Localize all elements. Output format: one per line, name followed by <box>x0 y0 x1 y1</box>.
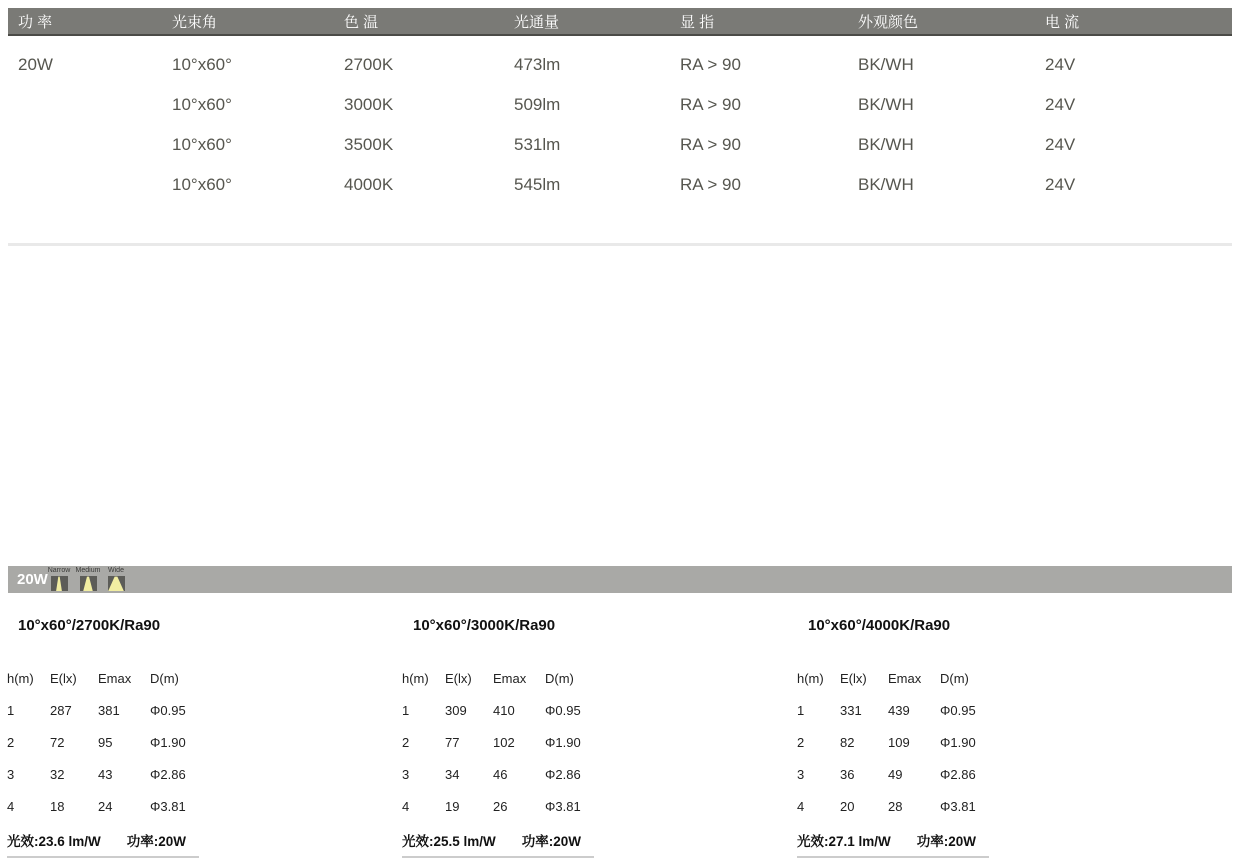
cell-cct: 3000K <box>344 95 394 114</box>
power-badge: 20W <box>17 571 48 588</box>
cell-e: 19 <box>445 798 460 814</box>
cell-e: 82 <box>840 734 855 750</box>
cell-e: 20 <box>840 798 855 814</box>
cell-current: 24V <box>1045 175 1076 194</box>
cell-d: Φ1.90 <box>940 734 976 750</box>
beam-option-wide <box>103 567 129 591</box>
photometric-table-4000k <box>797 617 1042 852</box>
cell-h: 4 <box>7 798 15 814</box>
cell-lumen: 545lm <box>514 175 561 194</box>
spec-row <box>8 125 1232 165</box>
photometric-footer <box>402 830 594 858</box>
photometric-table-3000k <box>402 617 647 852</box>
cell-power: 20W <box>18 55 53 74</box>
cell-d: Φ3.81 <box>150 798 186 814</box>
cell-d: Φ0.95 <box>940 702 976 718</box>
photometric-footer <box>7 830 199 858</box>
photometric-table-2700k <box>7 617 252 852</box>
cell-beam: 10°x60° <box>172 95 232 114</box>
col-header-d: D(m) <box>940 670 969 686</box>
photometric-title: 10°x60°/2700K/Ra90 <box>18 617 161 634</box>
cell-emax: 46 <box>493 766 508 782</box>
cell-color: BK/WH <box>858 135 914 154</box>
cell-cri: RA > 90 <box>680 55 741 74</box>
beam-label-medium: Medium <box>75 567 101 574</box>
photometric-grid <box>402 662 635 822</box>
cell-lumen: 473lm <box>514 55 561 74</box>
cell-d: Φ2.86 <box>940 766 976 782</box>
cell-emax: 410 <box>493 702 515 718</box>
spec-header-lumen: 光通量 <box>514 13 560 31</box>
efficacy-value: 光效:27.1 lm/W <box>797 834 891 849</box>
cell-cct: 4000K <box>344 175 394 194</box>
cell-h: 3 <box>402 766 410 782</box>
medium-beam-icon <box>80 576 97 591</box>
narrow-beam-icon <box>51 576 68 591</box>
cell-h: 1 <box>402 702 410 718</box>
cell-e: 287 <box>50 702 72 718</box>
cell-beam: 10°x60° <box>172 135 232 154</box>
power-value: 功率:20W <box>521 834 582 849</box>
cell-e: 18 <box>50 798 65 814</box>
col-header-e: E(lx) <box>50 670 77 686</box>
spec-header-current: 电 流 <box>1045 13 1080 31</box>
cell-h: 3 <box>797 766 805 782</box>
cell-color: BK/WH <box>858 55 914 74</box>
cell-cri: RA > 90 <box>680 175 741 194</box>
cell-current: 24V <box>1045 55 1076 74</box>
cell-e: 72 <box>50 734 65 750</box>
photometric-grid <box>797 662 1030 822</box>
spec-row <box>8 45 1232 85</box>
cell-emax: 102 <box>493 734 515 750</box>
cell-emax: 49 <box>888 766 903 782</box>
cell-lumen: 531lm <box>514 135 561 154</box>
cell-color: BK/WH <box>858 175 914 194</box>
cell-d: Φ1.90 <box>150 734 186 750</box>
col-header-h: h(m) <box>7 670 34 686</box>
cell-cct: 3500K <box>344 135 394 154</box>
cell-d: Φ0.95 <box>150 702 186 718</box>
cell-cri: RA > 90 <box>680 95 741 114</box>
efficacy-value: 光效:23.6 lm/W <box>7 834 101 849</box>
cell-h: 1 <box>7 702 15 718</box>
cell-d: Φ2.86 <box>545 766 581 782</box>
col-header-e: E(lx) <box>840 670 867 686</box>
cell-lumen: 509lm <box>514 95 561 114</box>
cell-h: 2 <box>797 734 805 750</box>
photometric-title: 10°x60°/3000K/Ra90 <box>413 617 556 634</box>
cell-h: 4 <box>402 798 410 814</box>
section-divider <box>8 243 1232 246</box>
cell-beam: 10°x60° <box>172 55 232 74</box>
cell-emax: 439 <box>888 702 910 718</box>
cell-h: 2 <box>7 734 15 750</box>
cell-e: 36 <box>840 766 855 782</box>
cell-d: Φ1.90 <box>545 734 581 750</box>
spec-header-power: 功 率 <box>18 13 53 31</box>
photometric-grid <box>7 662 240 822</box>
cell-current: 24V <box>1045 135 1076 154</box>
photometric-footer <box>797 830 989 858</box>
cell-e: 309 <box>445 702 467 718</box>
cell-emax: 95 <box>98 734 113 750</box>
spec-header-beam-angle: 光束角 <box>172 13 218 31</box>
cell-emax: 381 <box>98 702 120 718</box>
beam-label-narrow: Narrow <box>47 567 71 574</box>
cell-e: 331 <box>840 702 862 718</box>
col-header-d: D(m) <box>545 670 574 686</box>
cell-d: Φ2.86 <box>150 766 186 782</box>
col-header-h: h(m) <box>797 670 824 686</box>
col-header-emax: Emax <box>98 670 132 686</box>
efficacy-value: 光效:25.5 lm/W <box>402 834 496 849</box>
beam-label-wide: Wide <box>108 567 124 574</box>
col-header-d: D(m) <box>150 670 179 686</box>
power-value: 功率:20W <box>916 834 977 849</box>
cell-emax: 28 <box>888 798 903 814</box>
spec-header-color: 外观颜色 <box>858 13 919 31</box>
beam-power-bar <box>8 566 1232 593</box>
col-header-e: E(lx) <box>445 670 472 686</box>
cell-e: 32 <box>50 766 65 782</box>
cell-cct: 2700K <box>344 55 394 74</box>
cell-d: Φ0.95 <box>545 702 581 718</box>
cell-current: 24V <box>1045 95 1076 114</box>
cell-emax: 24 <box>98 798 113 814</box>
spec-header-cri: 显 指 <box>680 13 715 31</box>
cell-color: BK/WH <box>858 95 914 114</box>
col-header-h: h(m) <box>402 670 429 686</box>
cell-emax: 26 <box>493 798 508 814</box>
col-header-emax: Emax <box>888 670 922 686</box>
cell-h: 2 <box>402 734 410 750</box>
cell-h: 4 <box>797 798 805 814</box>
cell-d: Φ3.81 <box>940 798 976 814</box>
cell-d: Φ3.81 <box>545 798 581 814</box>
cell-e: 34 <box>445 766 460 782</box>
spec-row <box>8 85 1232 125</box>
col-header-emax: Emax <box>493 670 527 686</box>
cell-emax: 43 <box>98 766 113 782</box>
spec-header-cct: 色 温 <box>344 13 379 31</box>
cell-e: 77 <box>445 734 460 750</box>
photometric-title: 10°x60°/4000K/Ra90 <box>808 617 951 634</box>
cell-cri: RA > 90 <box>680 135 741 154</box>
beam-option-medium <box>75 567 101 591</box>
cell-h: 1 <box>797 702 805 718</box>
cell-emax: 109 <box>888 734 910 750</box>
beam-option-narrow <box>46 567 72 591</box>
spec-table-header-row <box>8 8 1232 36</box>
spec-table <box>8 8 1232 205</box>
spec-row <box>8 165 1232 205</box>
cell-beam: 10°x60° <box>172 175 232 194</box>
wide-beam-icon <box>108 576 125 591</box>
power-value: 功率:20W <box>126 834 187 849</box>
cell-h: 3 <box>7 766 15 782</box>
